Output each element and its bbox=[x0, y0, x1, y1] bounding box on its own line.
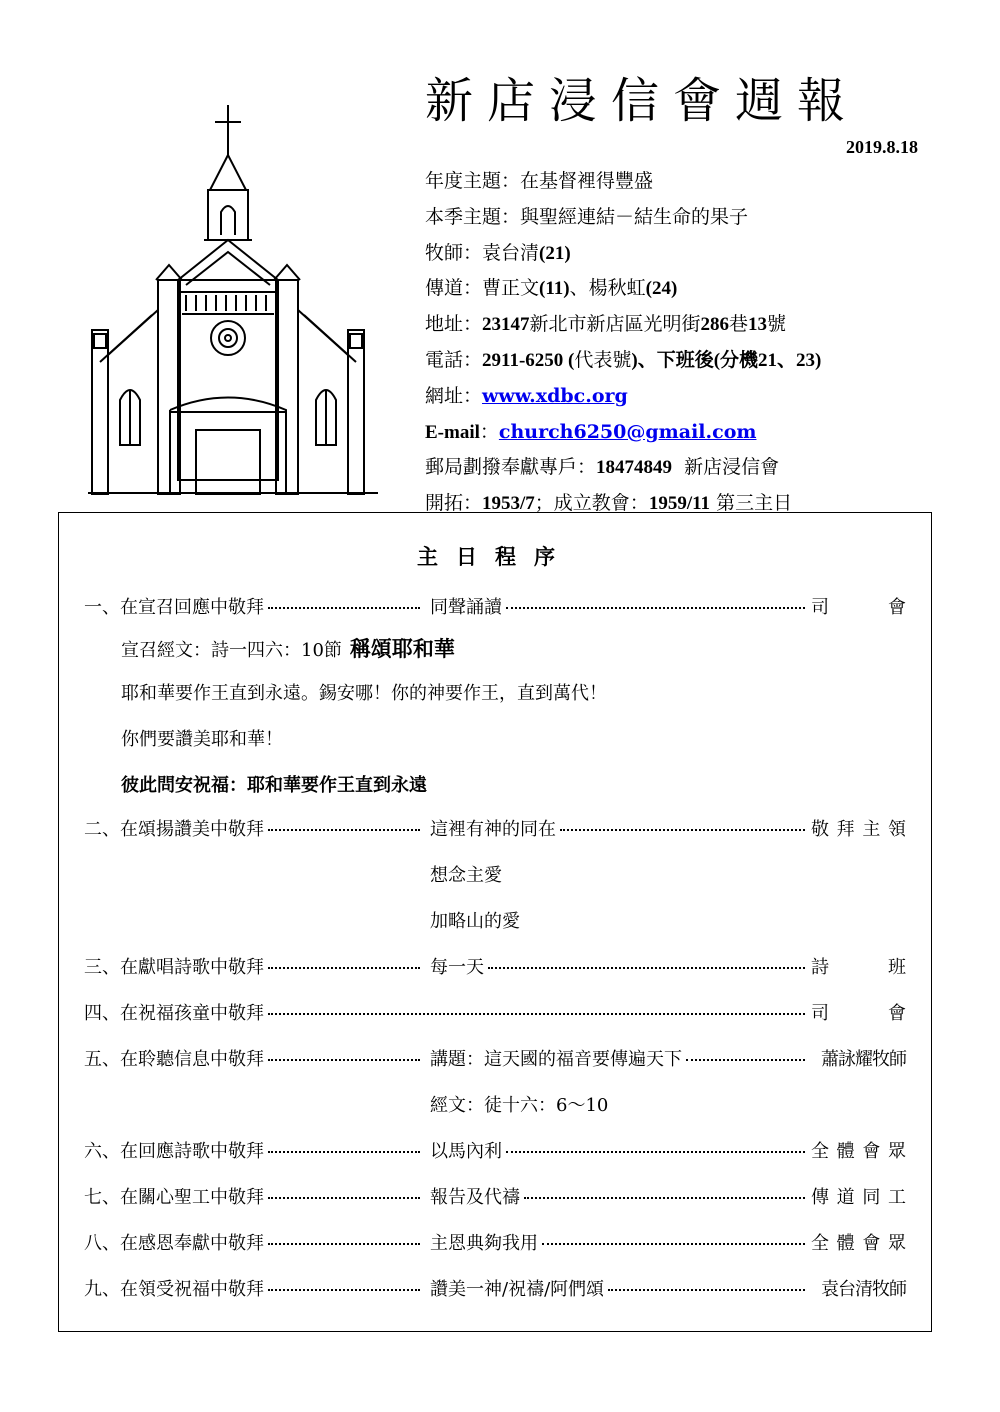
leader-dots bbox=[268, 1275, 420, 1291]
program-item: 四、在祝福孩童中敬拜 司會 bbox=[84, 999, 906, 1029]
bulletin-date: 2019.8.18 bbox=[846, 137, 918, 157]
program-item: 九、在領受祝福中敬拜 讚美一神/祝禱/阿們頌 袁台清牧師 bbox=[84, 1275, 906, 1305]
program-item: 二、在頌揚讚美中敬拜 這裡有神的同在 敬拜主領 bbox=[84, 815, 906, 845]
leader-dots bbox=[686, 1045, 805, 1061]
leader-dots bbox=[268, 953, 420, 969]
leader-dots bbox=[488, 953, 805, 969]
program-item: 五、在聆聽信息中敬拜 講題：這天國的福音要傳遍天下 蕭詠耀牧師 bbox=[84, 1045, 906, 1075]
greeting-line: 彼此問安祝福：耶和華要作王直到永遠 bbox=[121, 775, 427, 796]
program-item: 三、在獻唱詩歌中敬拜 每一天 詩班 bbox=[84, 953, 906, 983]
program-item: 一、在宣召回應中敬拜 同聲誦讀 司會 bbox=[84, 593, 906, 623]
church-illustration bbox=[78, 100, 388, 495]
leader-dots bbox=[268, 1045, 420, 1061]
leader-dots bbox=[268, 999, 805, 1015]
program-item: 六、在回應詩歌中敬拜 以馬內利 全體會眾 bbox=[84, 1137, 906, 1167]
leader-dots bbox=[268, 1229, 420, 1245]
leader-dots bbox=[524, 1183, 805, 1199]
call-verse: 宣召經文：詩一四六：10節 稱頌耶和華 bbox=[121, 636, 455, 661]
song-title: 想念主愛 bbox=[430, 865, 502, 886]
program-box bbox=[58, 512, 932, 1332]
founded-line: 開拓：1953/7；成立教會：1959/11 第三主日 bbox=[425, 492, 793, 515]
leader-dots bbox=[608, 1275, 805, 1291]
leader-dots bbox=[268, 593, 420, 609]
leader-dots bbox=[560, 815, 805, 831]
program-title: 主日程序 bbox=[417, 544, 573, 569]
annual-theme: 年度主題：在基督裡得豐盛 bbox=[425, 170, 654, 192]
leader-dots bbox=[268, 1183, 420, 1199]
scripture-line: 經文：徒十六：6～10 bbox=[430, 1095, 609, 1116]
bulletin-title: 新店浸信會週報 bbox=[425, 73, 860, 129]
leader-dots bbox=[506, 1137, 805, 1153]
verse-line: 你們要讚美耶和華！ bbox=[121, 729, 283, 750]
leader-dots bbox=[268, 1137, 420, 1153]
song-title: 加略山的愛 bbox=[430, 911, 520, 932]
leader-dots bbox=[268, 815, 420, 831]
verse-line: 耶和華要作王直到永遠。錫安哪！你的神要作王，直到萬代！ bbox=[121, 683, 607, 704]
postal-line: 郵局劃撥奉獻專戶：18474849 新店浸信會 bbox=[425, 456, 780, 479]
program-item: 七、在關心聖工中敬拜 報告及代禱 傳道同工 bbox=[84, 1183, 906, 1213]
address-line: 地址：23147新北市新店區光明街286巷13號 bbox=[425, 313, 787, 336]
leader-dots bbox=[542, 1229, 805, 1245]
website-link[interactable]: www.xdbc.org bbox=[482, 384, 628, 407]
preacher-line: 傳道：曹正文(11)、楊秋虹(24) bbox=[425, 277, 678, 300]
church-info bbox=[425, 164, 821, 522]
phone-line: 電話：2911-6250 (代表號)、下班後(分機21、23) bbox=[425, 348, 822, 371]
email-line: E-mail：church6250@gmail.com bbox=[425, 420, 757, 443]
pastor-line: 牧師：袁台清(21) bbox=[425, 241, 571, 264]
program-item: 八、在感恩奉獻中敬拜 主恩典夠我用 全體會眾 bbox=[84, 1229, 906, 1259]
season-theme: 本季主題：與聖經連結－結生命的果子 bbox=[425, 205, 749, 228]
email-link[interactable]: church6250@gmail.com bbox=[498, 420, 757, 443]
website-line: 網址：www.xdbc.org bbox=[425, 384, 628, 407]
leader-dots bbox=[506, 593, 805, 609]
